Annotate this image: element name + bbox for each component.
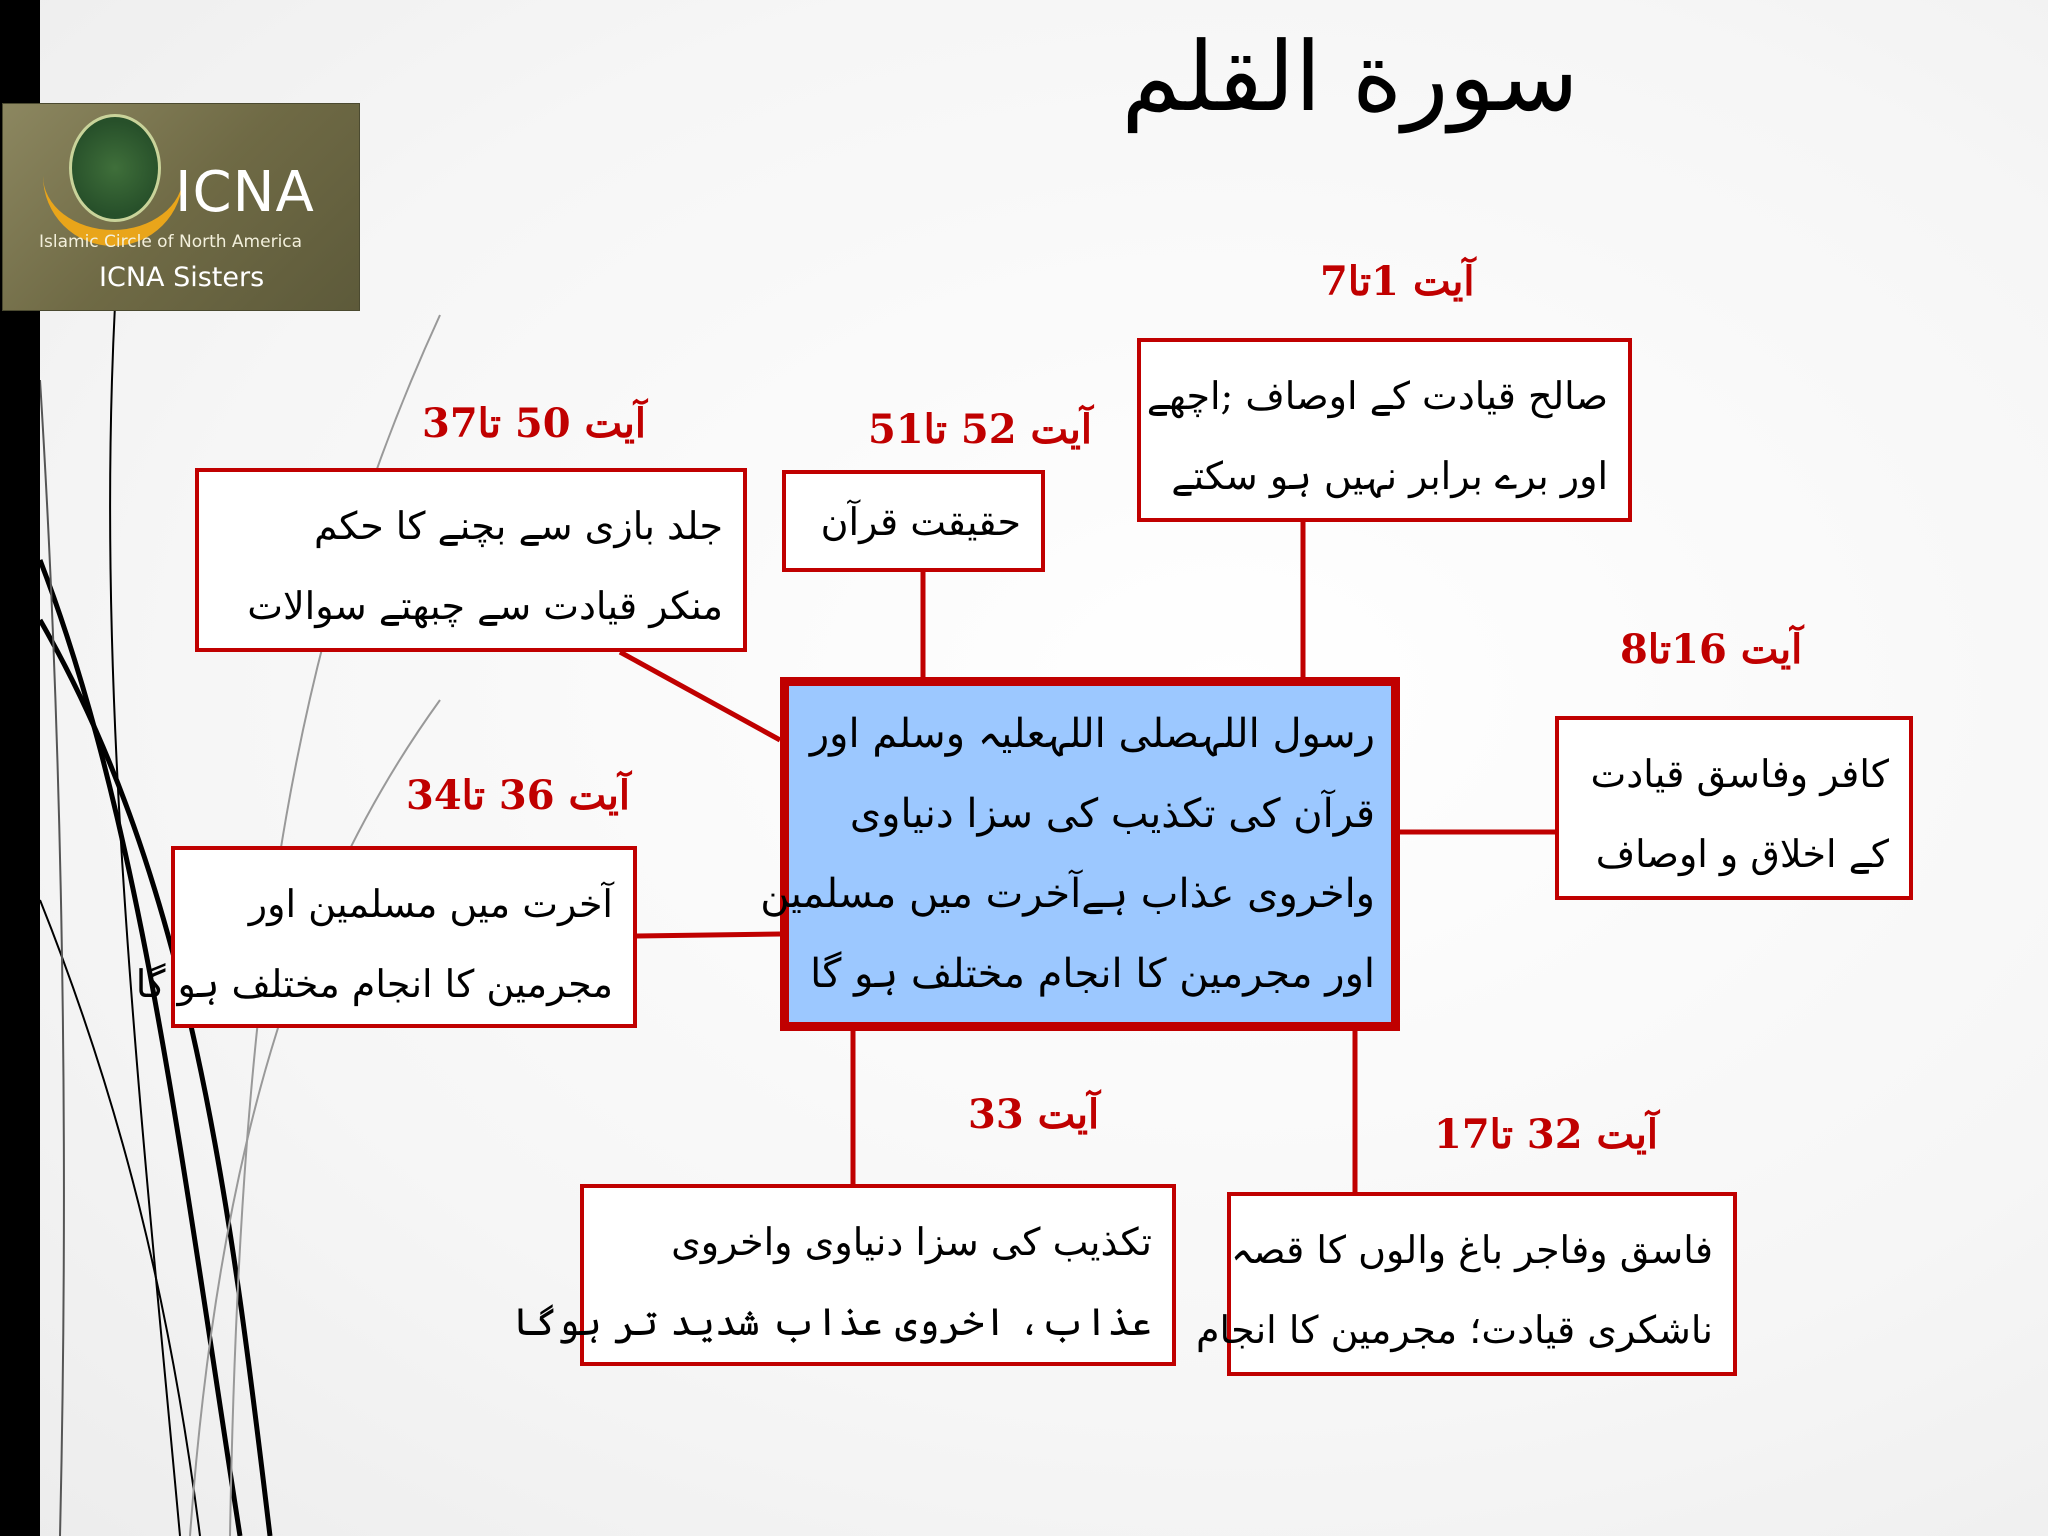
node-1-7-line-1: صالح قیادت کے اوصاف ;اچھے: [1146, 374, 1608, 418]
logo-subtitle-sisters: ICNA Sisters: [99, 262, 265, 293]
node-17-32: [1195, 1192, 1737, 1376]
page-title: سورة القلم: [1121, 21, 1579, 133]
node-37-50-line-1: جلد بازی سے بچنے کا حکم: [313, 504, 723, 548]
ref-8-16: آیت 16تا8: [1620, 626, 1803, 673]
center-line-2: قرآن کی تکذیب کی سزا دنیاوی: [849, 791, 1375, 837]
node-34-36-line-1: آخرت میں مسلمین اور: [248, 882, 613, 926]
node-34-36: [135, 846, 637, 1028]
ref-51-52: آیت 52 تا51: [868, 406, 1093, 453]
node-37-50: [195, 468, 747, 652]
logo-name: ICNA: [175, 160, 315, 225]
node-1-7-line-2: اور برے برابر نہیں ہو سکتے: [1171, 454, 1608, 498]
logo-subtitle: Islamic Circle of North America: [39, 232, 303, 252]
ref-37-50: آیت 50 تا37: [422, 400, 647, 447]
node-51-52-line-1: حقیقت قرآن: [820, 500, 1021, 544]
ref-17-32: آیت 32 تا17: [1434, 1111, 1659, 1158]
node-51-52: [782, 470, 1045, 572]
connector-37-50: [620, 652, 780, 740]
node-34-36-line-2: مجرمین کا انجام مختلف ہو گا: [135, 962, 613, 1006]
node-37-50-line-2: منکر قیادت سے چبھتے سوالات: [247, 584, 723, 628]
node-33: [512, 1184, 1176, 1366]
ref-34-36: آیت 36 تا34: [406, 772, 631, 819]
node-17-32-line-2: ناشکری قیادت؛ مجرمین کا انجام: [1195, 1308, 1713, 1352]
node-33-line-2: عذاب، اخروی عذاب شدید تر ہوگا: [512, 1300, 1152, 1344]
connector-34-36: [637, 934, 780, 936]
node-33-line-1: تکذیب کی سزا دنیاوی واخروی: [671, 1220, 1152, 1264]
center-line-1: رسول اللہصلی اللہعلیہ وسلم اور: [809, 711, 1375, 757]
center-line-3: واخروی عذاب ہےآخرت میں مسلمین: [760, 871, 1375, 917]
node-8-16-line-2: کے اخلاق و اوصاف: [1595, 832, 1889, 876]
center-node: [760, 677, 1400, 1031]
ref-1-7: آیت 1تا7: [1320, 258, 1475, 305]
center-line-4: اور مجرمین کا انجام مختلف ہو گا: [810, 951, 1375, 997]
node-8-16: [1555, 716, 1913, 900]
node-1-7: [1137, 338, 1632, 522]
ref-33: آیت 33: [968, 1091, 1100, 1138]
node-17-32-line-1: فاسق وفاجر باغ والوں کا قصہ: [1230, 1228, 1713, 1272]
node-8-16-line-1: کافر وفاسق قیادت: [1590, 752, 1889, 796]
